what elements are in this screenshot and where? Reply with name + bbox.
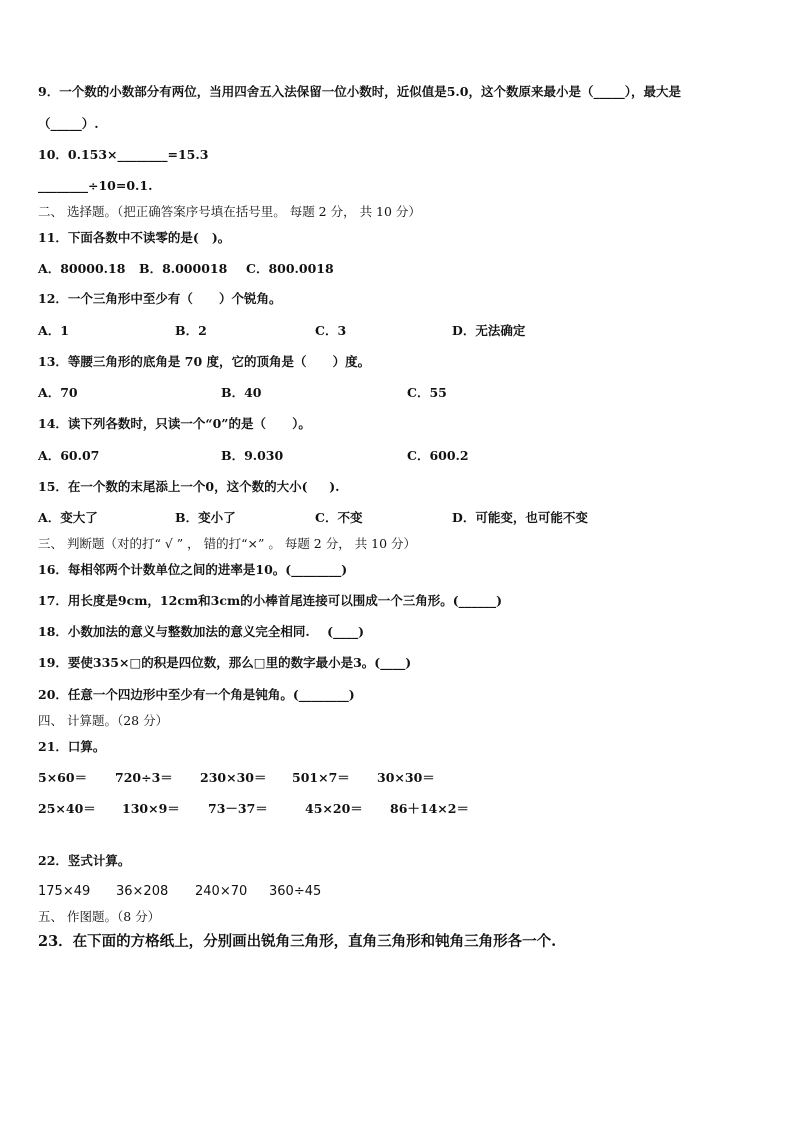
option-b: B．40	[221, 385, 262, 400]
section-2-heading: 二、 选择题。（把正确答案序号填在括号里。 每题 2 分， 共 10 分）	[38, 204, 421, 219]
section-5-heading: 五、 作图题。（8 分）	[38, 909, 161, 924]
option-c: C．55	[407, 385, 447, 400]
math-item: 501×7＝	[292, 770, 350, 785]
math-item: 86＋14×2＝	[390, 801, 469, 816]
option-d: D．可能变，也可能不变	[452, 510, 588, 525]
question-20: 20．任意一个四边形中至少有一个角是钝角。(________)	[38, 687, 355, 702]
question-12-stem: 12．一个三角形中至少有（ ）个锐角。	[38, 291, 282, 306]
mental-math-row-1	[38, 770, 778, 786]
question-14-options	[38, 448, 778, 464]
option-c: C．600.2	[407, 448, 469, 463]
question-12-options	[38, 323, 778, 339]
question-10-line-1: 10．0.153×________=15.3	[38, 147, 209, 162]
section-3-heading: 三、 判断题（对的打“ √ ” ， 错的打“×” 。 每题 2 分， 共 10 分）	[38, 536, 417, 551]
option-a: A．60.07	[38, 448, 100, 463]
question-15-options	[38, 510, 778, 526]
question-13-stem: 13．等腰三角形的底角是 70 度，它的顶角是（ ）度。	[38, 354, 371, 369]
math-item: 25×40＝	[38, 801, 96, 816]
math-item: 30×30＝	[377, 770, 435, 785]
option-a: A．1	[38, 323, 69, 338]
option-b: B．9.030	[221, 448, 284, 463]
math-item: 230×30＝	[200, 770, 267, 785]
question-16: 16．每相邻两个计数单位之间的进率是10。(________)	[38, 562, 348, 577]
option-c: C．不变	[315, 510, 363, 525]
option-b: B．2	[175, 323, 207, 338]
option-b: B．变小了	[175, 510, 236, 525]
option-d: D．无法确定	[452, 323, 526, 338]
calc-item: 36×208	[116, 884, 169, 899]
math-item: 720÷3＝	[115, 770, 173, 785]
question-17: 17．用长度是9cm，12cm和3cm的小棒首尾连接可以围成一个三角形。(______)	[38, 593, 503, 608]
calc-item: 240×70	[195, 884, 248, 899]
column-calc-row	[38, 884, 778, 900]
question-11-stem: 11．下面各数中不读零的是( )。	[38, 230, 231, 245]
question-9-line-1: 9．一个数的小数部分有两位，当用四舍五入法保留一位小数时，近似值是5.0，这个数原来最小是（_____），最大是	[38, 84, 681, 99]
question-11-options	[38, 261, 778, 277]
option-c: C．800.0018	[246, 261, 334, 276]
math-item: 130×9＝	[122, 801, 180, 816]
question-13-options	[38, 385, 778, 401]
mental-math-row-2	[38, 801, 778, 817]
option-a: A．70	[38, 385, 78, 400]
option-c: C．3	[315, 323, 347, 338]
question-15-stem: 15．在一个数的末尾添上一个0，这个数的大小( ).	[38, 479, 340, 494]
question-14-stem: 14．读下列各数时，只读一个“0”的是（ ）。	[38, 416, 311, 431]
calc-item: 360÷45	[269, 884, 322, 899]
calc-item: 175×49	[38, 884, 91, 899]
option-a: A．变大了	[38, 510, 98, 525]
question-19: 19．要使335×□的积是四位数，那么□里的数字最小是3。(____)	[38, 655, 412, 670]
option-a: A．80000.18	[38, 261, 126, 276]
question-22-stem: 22．竖式计算。	[38, 853, 131, 868]
question-18: 18．小数加法的意义与整数加法的意义完全相同. (____)	[38, 624, 364, 639]
question-23: 23．在下面的方格纸上，分别画出锐角三角形，直角三角形和钝角三角形各一个.	[38, 933, 557, 950]
math-item: 5×60＝	[38, 770, 88, 785]
section-4-heading: 四、 计算题。（28 分）	[38, 713, 169, 728]
math-item: 73－37＝	[208, 801, 268, 816]
question-10-line-2: ________÷10=0.1.	[38, 178, 153, 193]
option-b: B．8.000018	[139, 261, 228, 276]
math-item: 45×20＝	[305, 801, 363, 816]
question-9-line-2: （_____）.	[38, 116, 99, 131]
question-21-stem: 21．口算。	[38, 739, 106, 754]
